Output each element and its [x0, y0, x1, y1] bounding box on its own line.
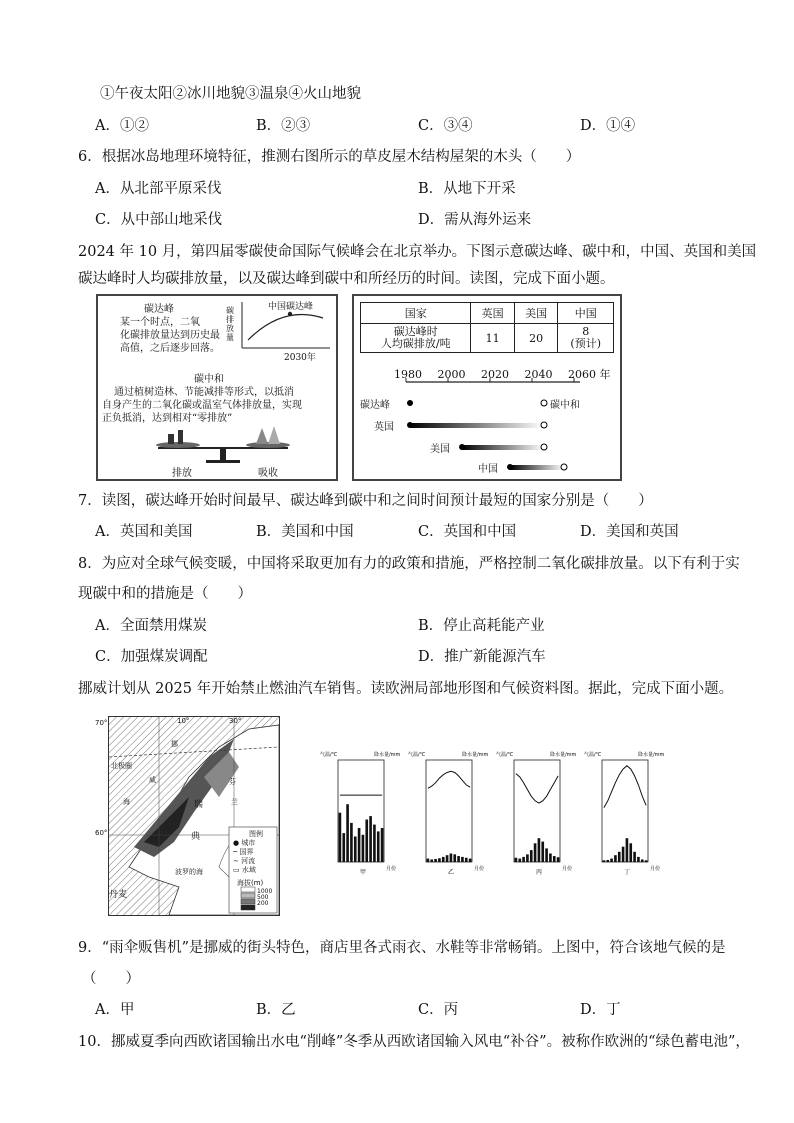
precip-bar [549, 854, 552, 863]
precip-bar [557, 857, 560, 862]
climate-chart-丙 [496, 748, 582, 876]
precip-bar [606, 860, 609, 862]
emit-label: 排放 [172, 468, 192, 479]
label-rui: 瑞 [194, 800, 204, 810]
precip-bar [541, 842, 544, 862]
precip-bar [522, 857, 525, 862]
precip-bar [633, 852, 636, 862]
q9-paren: （ ） [82, 971, 140, 987]
climate-chart-name: 丁 [624, 869, 631, 876]
label-dian: 典 [191, 832, 201, 842]
table-value-uk: 11 [471, 324, 514, 353]
intro1-line1: 2024 年 10 月，第四届零碳使命国际气候峰会在北京举办。下图示意碳达峰、碳中和，中国、英国和美国 [78, 244, 757, 260]
month-axis-label: 月份 [562, 866, 573, 872]
q7-option-b: B．美国和中国 [256, 524, 354, 540]
precip-axis-label: 降水量/mm [638, 752, 665, 758]
peak-title: 碳达峰 [144, 304, 174, 315]
q7-option-a: A．英国和美国 [95, 524, 193, 540]
precip-bar [354, 837, 357, 863]
climate-chart-name: 甲 [360, 869, 367, 876]
q6-option-d: D．需从海外运来 [418, 212, 532, 228]
precip-bar [515, 858, 518, 862]
label-lan: 兰 [231, 798, 238, 806]
balance-scale-icon [138, 424, 308, 464]
table-value-china: 8 (预计) [558, 324, 614, 353]
q9-option-b: B．乙 [256, 1002, 296, 1018]
legend-water: ▭ 水域 [233, 866, 256, 874]
precip-bar [450, 854, 453, 863]
table-header-uk: 英国 [471, 303, 514, 324]
precip-bar [342, 833, 345, 862]
precip-bar [614, 855, 617, 862]
q8-option-a: A．全面禁用煤炭 [95, 618, 207, 634]
precip-bar [369, 816, 372, 862]
precip-bar [381, 828, 384, 862]
map-lon-10: 10° [177, 717, 190, 725]
precip-bar [603, 860, 606, 862]
precip-bar [518, 859, 521, 862]
q7-option-c: C．英国和中国 [418, 524, 517, 540]
elevation-values: 1000 500 200 [257, 888, 273, 907]
q6-option-c: C．从中部山地采伐 [95, 212, 223, 228]
q9-stem: 9．“雨伞贩售机”是挪威的街头特色，商店里各式雨衣、水鞋等非常畅销。上图中，符合该地气候的是 [78, 940, 726, 956]
q7-option-d: D．美国和英国 [580, 524, 679, 540]
neutral-text: 通过植树造林、节能减排等形式，以抵消 自身产生的二氧化碳或温室气体排放量，实现 正负抵消，达到相对“零排放” [102, 387, 302, 424]
map-lat-70: 70° [95, 719, 108, 727]
precip-bar [610, 859, 613, 862]
q5-option-c: C．③④ [418, 118, 473, 134]
precip-bar [545, 848, 548, 862]
label-hai: 海 [123, 798, 130, 806]
q5-option-b: B．②③ [256, 118, 311, 134]
q5-option-a: A．①② [95, 118, 149, 134]
precip-bar [457, 856, 460, 862]
precip-bar [434, 859, 437, 862]
climate-chart-name: 乙 [448, 869, 455, 876]
peak-text: 某一个时点，二氧 化碳排放量达到历史最 高值，之后逐步回落。 [120, 317, 220, 354]
precip-axis-label: 降水量/mm [462, 752, 489, 758]
table-header-china: 中国 [558, 303, 614, 324]
table-value-us: 20 [514, 324, 557, 353]
absorb-label: 吸收 [258, 468, 278, 479]
q9-option-d: D．丁 [580, 1002, 621, 1018]
precip-bar [442, 857, 445, 862]
q5-items: ①午夜太阳②冰川地貌③温泉④火山地貌 [100, 86, 361, 102]
precip-bar [373, 825, 376, 862]
europe-terrain-map [95, 716, 280, 916]
precip-bar [637, 857, 640, 862]
precip-axis-label: 降水量/mm [550, 752, 577, 758]
q9-option-c: C．丙 [418, 1002, 459, 1018]
precip-bar [645, 860, 648, 862]
label-denmark: 丹麦 [109, 890, 128, 900]
climate-chart-丁 [584, 748, 670, 876]
legend-border: ─ 国界 [233, 848, 254, 856]
table-header-us: 美国 [514, 303, 557, 324]
q8-option-c: C．加强煤炭调配 [95, 649, 208, 665]
temp-axis-label: 气温/℃ [496, 752, 514, 758]
label-baltic: 波罗的海 [175, 868, 203, 876]
intro2: 挪威计划从 2025 年开始禁止燃油汽车销售。读欧洲局部地形图和气候资料图。据此，完成下面小题。 [78, 681, 734, 697]
timeline-us: 美国 [430, 444, 450, 455]
timeline-uk: 英国 [374, 422, 394, 433]
climate-chart-name: 丙 [536, 869, 543, 876]
intro1-line2: 碳达峰时人均碳排放量，以及碳达峰到碳中和所经历的时间。读图，完成下面小题。 [78, 271, 615, 287]
q8-stem-line2: 现碳中和的措施是（ ） [78, 586, 252, 602]
precip-bar [622, 847, 625, 862]
month-axis-label: 月份 [386, 866, 397, 872]
q5-option-d: D．①④ [580, 118, 636, 134]
climate-chart-乙 [408, 748, 494, 876]
label-fen: 芬 [229, 778, 236, 786]
precip-bar [641, 859, 644, 862]
table-header-country: 国家 [361, 303, 471, 324]
temp-line [428, 771, 470, 788]
year-2030-label: 2030年 [284, 353, 316, 363]
precip-bar [465, 858, 468, 862]
timeline-years: 1980 2000 2020 2040 2060 年 [394, 368, 611, 381]
month-axis-label: 月份 [650, 866, 661, 872]
timeline-china: 中国 [478, 464, 498, 475]
temp-line [604, 766, 646, 808]
per-capita-emission-table [360, 302, 614, 353]
precip-bar [362, 835, 365, 862]
climate-charts [320, 748, 670, 876]
label-wei: 威 [149, 776, 156, 784]
precip-bar [526, 854, 529, 862]
table-row-label: 碳达峰时 人均碳排放/吨 [361, 324, 471, 353]
precip-bar [358, 828, 361, 862]
precip-bar [534, 843, 537, 862]
temp-axis-label: 气温/℃ [584, 752, 602, 758]
map-lat-60: 60° [95, 829, 108, 837]
legend-neutral: 碳中和 [550, 400, 580, 411]
precip-bar [346, 804, 349, 862]
q7-stem: 7．读图，碳达峰开始时间最早、碳达峰到碳中和之间时间预计最短的国家分别是（ ） [78, 493, 653, 509]
precip-bar [538, 838, 541, 862]
legend-peak: 碳达峰 [360, 400, 390, 411]
precip-bar [530, 850, 533, 862]
q10-stem: 10．挪威夏季向西欧诸国输出水电“削峰”冬季从西欧诸国输入风电“补谷”。被称作欧洲的“绿色蓄电池”， [78, 1034, 750, 1050]
climate-chart-甲 [320, 748, 406, 876]
temp-axis-label: 气温/℃ [408, 752, 426, 758]
month-axis-label: 月份 [474, 866, 485, 872]
arctic-circle-label: 北极圈 [111, 762, 132, 770]
q8-option-d: D．推广新能源汽车 [418, 649, 546, 665]
q9-option-a: A．甲 [95, 1002, 135, 1018]
carbon-concept-figure [96, 294, 338, 481]
china-peak-label: 中国碳达峰 [268, 302, 314, 312]
precip-bar [339, 813, 342, 862]
precip-bar [430, 859, 433, 862]
precip-bar [438, 858, 441, 862]
precip-bar [377, 831, 380, 862]
temp-line [516, 774, 558, 804]
precip-bar [427, 859, 430, 862]
precip-bar [350, 823, 353, 862]
precip-bar [553, 856, 556, 862]
precip-bar [626, 838, 629, 862]
precip-bar [629, 843, 632, 862]
q6-option-a: A．从北部平原采伐 [95, 181, 222, 197]
carbon-data-figure [352, 294, 622, 481]
precip-bar [446, 855, 449, 862]
legend-items [233, 839, 256, 875]
precip-bar [461, 857, 464, 862]
q6-option-b: B．从地下开采 [418, 181, 516, 197]
label-nuo: 挪 [171, 740, 178, 748]
q8-option-b: B．停止高耗能产业 [418, 618, 545, 634]
temp-axis-label: 气温/℃ [320, 752, 338, 758]
precip-bar [618, 852, 621, 862]
legend-river: ∼ 河流 [233, 857, 256, 865]
precip-bar [453, 854, 456, 862]
q8-stem-line1: 8．为应对全球气候变暖，中国将采取更加有力的政策和措施，严格控制二氧化碳排放量。以下有利于实 [78, 556, 740, 572]
precip-axis-label: 降水量/mm [374, 752, 401, 758]
legend-city: ● 城市 [233, 839, 256, 847]
emission-axis-label: 碳排放量 [226, 306, 234, 342]
q6-stem: 6．根据冰岛地理环境特征，推测右图所示的草皮屋木结构屋架的木头（ ） [78, 149, 581, 165]
map-lon-30: 30° [229, 717, 242, 725]
precip-bar [469, 859, 472, 862]
elevation-title: 海拔(m) [237, 879, 264, 887]
neutral-title: 碳中和 [194, 374, 224, 385]
precip-bar [365, 820, 368, 863]
legend-title: 图例 [249, 830, 263, 838]
